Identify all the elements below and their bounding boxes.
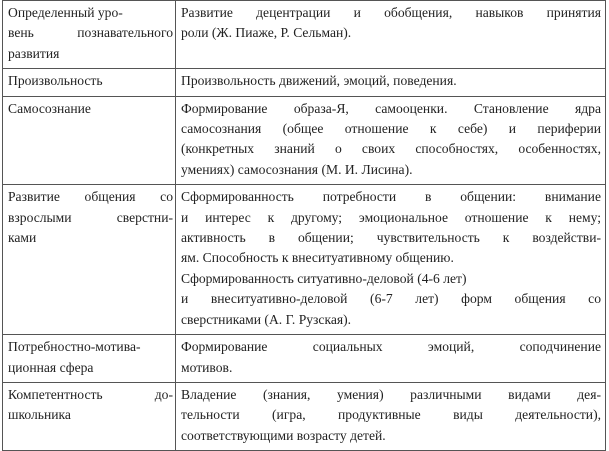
criterion-line: ционная сфера — [8, 359, 94, 375]
description-line: мотивов. — [181, 359, 233, 375]
description-line: активность в общении; чувствительность к воздействи- — [181, 230, 601, 246]
description-line: Сформированность ситуативно-деловой (4-6 лет) — [181, 270, 467, 286]
description-cell — [176, 1, 606, 69]
criterion-line: школьника — [8, 407, 71, 423]
description-line: Владение (знания, умения) различными видами дея- — [181, 386, 601, 402]
table-row — [3, 1, 606, 69]
criterion-cell — [3, 69, 176, 96]
criterion-line: Самосознание — [8, 100, 91, 116]
criterion-line: Потребностно-мотива- — [8, 339, 141, 355]
description-line: Формирование социальных эмоций, соподчинение — [181, 339, 601, 355]
criterion-line: ками — [8, 230, 37, 246]
criterion-line: Произвольность — [8, 73, 103, 89]
table-row — [3, 335, 606, 383]
description-line: умениях) самосознания (М. И. Лисина). — [181, 161, 413, 177]
description-cell — [176, 185, 606, 335]
criterion-cell — [3, 96, 176, 185]
description-line: Развитие децентрации и обобщения, навыков принятия — [181, 5, 601, 20]
criterion-cell — [3, 185, 176, 335]
description-cell — [176, 69, 606, 96]
criterion-line: Развитие общения со — [8, 189, 173, 205]
table-row — [3, 185, 606, 335]
criterion-cell — [3, 1, 176, 69]
description-line: Сформированность потребности в общении: внимание — [181, 189, 601, 205]
description-line: сверстниками (А. Г. Рузская). — [181, 311, 352, 327]
criterion-line: развития — [8, 45, 60, 61]
description-cell — [176, 382, 606, 450]
description-line: соответствующими возрасту детей. — [181, 427, 386, 443]
description-line: (конкретных знаний о своих способностях, особенностях, — [181, 141, 601, 157]
description-line: ям. Способность к внеситуативному общению. — [181, 250, 454, 266]
criterion-cell — [3, 335, 176, 383]
criterion-cell — [3, 382, 176, 450]
description-cell — [176, 335, 606, 383]
description-line: самосознания (общее отношение к себе) и периферии — [181, 121, 601, 137]
description-line: роли (Ж. Пиаже, Р. Сельман). — [181, 25, 352, 41]
description-line: тельности (игра, продуктивные виды деятельности), — [181, 407, 601, 423]
description-line: и внеситуативно-деловой (6-7 лет) форм общения со — [181, 291, 601, 307]
description-line: Формирование образа-Я, самооценки. Становление ядра — [181, 100, 601, 116]
table-row — [3, 382, 606, 450]
criterion-line: взрослыми сверстни- — [8, 209, 173, 225]
description-line: Произвольность движений, эмоций, поведения. — [181, 73, 457, 89]
criterion-line: Компетентность до- — [8, 386, 173, 402]
table-row — [3, 69, 606, 96]
criterion-line: Определенный уро- — [8, 5, 123, 20]
criteria-table — [2, 0, 606, 451]
table-row — [3, 96, 606, 185]
description-cell — [176, 96, 606, 185]
description-line: и интерес к другому; эмоциональное отношение к нему; — [181, 209, 601, 225]
criterion-line: вень познавательного — [8, 25, 173, 41]
